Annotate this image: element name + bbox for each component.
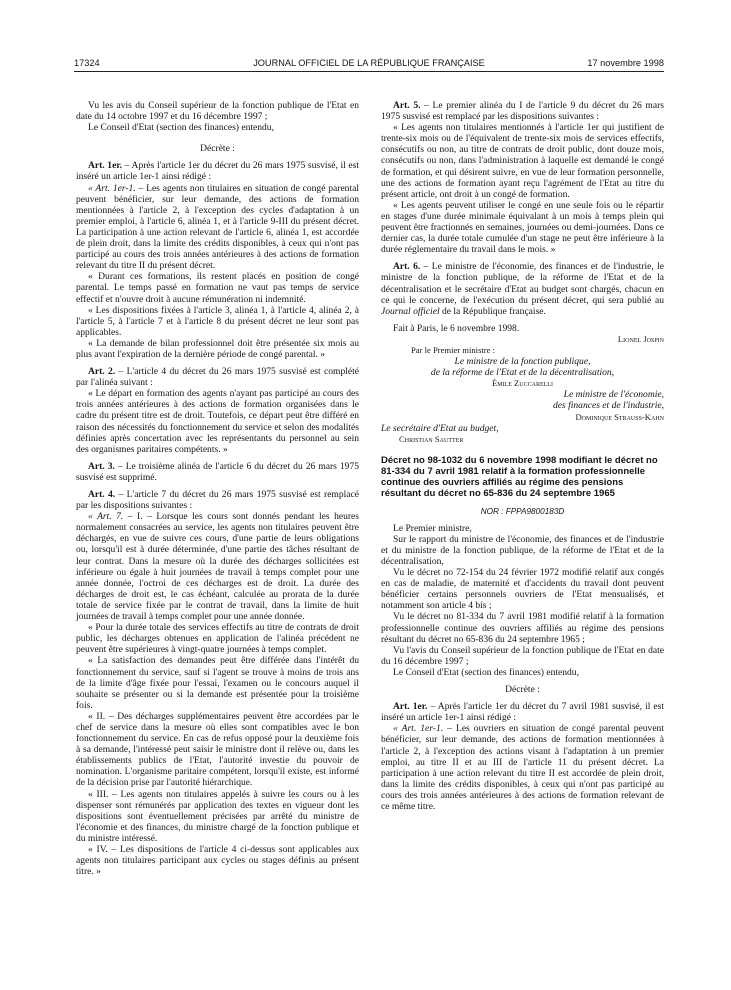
article-label: Art. 4. xyxy=(88,489,116,500)
quote-paragraph: « Le départ en formation des agents n'ayant pas participé au cours des trois années antérieures à des actions de formation organisées dans le cadre du présent titre est de droit. Toutefois, ce départ peut être différé en raison des nécessités du fonctionnement du service et selon des modalités définies après concertation avec les représentants du personnel au sein des organismes paritaires compétents. » xyxy=(76,388,359,455)
visa-paragraph: Le Conseil d'Etat (section des finances) entendu, xyxy=(393,666,579,678)
header-rule xyxy=(74,71,664,72)
right-column xyxy=(381,100,664,812)
fait-a-paris: Fait à Paris, le 6 novembre 1998. xyxy=(393,322,520,334)
premier-ministre: Le Premier ministre, xyxy=(393,522,472,534)
article-label: Art. 3. xyxy=(88,460,115,472)
article-1: Art. 1er. – Après l'article 1er du décret du 7 avril 1981 susvisé, il est inséré un article 1er-1 ainsi rédigé : xyxy=(381,701,665,724)
signature-budget: Christian Sautter xyxy=(399,433,464,444)
quote-paragraph: « Les agents non titulaires mentionnés à l'article 1er qui justifient de trente-six mois ou de l'équivalent de trente-six mois de services effectifs, consécutifs ou non, au titre de contrats de droit public, dont douze mois, consécutifs ou non, dans l'administration à laquelle est demandé le congé de formation, et qui désirent suivre, en vue de leur formation personnelle, une des actions de formation ayant reçu l'agrément de l'Etat au titre du présent article, ont droit à un congé de formation. xyxy=(381,122,664,200)
running-header xyxy=(74,58,664,72)
article-5: Art. 5. – Le premier alinéa du I de l'article 9 du décret du 26 mars 1975 susvisé est remplacé par les dispositions suivantes : xyxy=(381,100,664,123)
article-label: « Art. 1er-1. xyxy=(88,182,136,194)
article-label: « Art. 7. xyxy=(88,511,124,523)
article-label: Art. 6. xyxy=(393,261,421,273)
quote-paragraph: « Les dispositions fixées à l'article 3, alinéa 1, à l'article 4, alinéa 2, à l'article 5, à l'article 7 et à l'article 8 du présent décret ne leur sont pas applicables. xyxy=(76,304,359,338)
visa-paragraph: Vu le décret no 81-334 du 7 avril 1981 modifié relatif à la formation professionnelle continue des ouvriers affiliés au régime des pensions résultant du décret no 65-836 du 24 septembre 1965 ; xyxy=(381,611,664,645)
article-2: Art. 2. – L'article 4 du décret du 26 mars 1975 susvisé est complété par l'alinéa suivant : xyxy=(76,366,360,389)
article-3: Art. 3. – Le troisième alinéa de l'article 6 du décret du 26 mars 1975 susvisé est supprimé. xyxy=(76,460,359,483)
quote-paragraph: « Durant ces formations, ils restent placés en position de congé parental. Le temps passé en formation ne vaut pas temps de service effectif et n'ouvre droit à aucune rémunération ni indemnité. xyxy=(76,271,359,305)
signature-fonction-publique: Émile Zuccarelli xyxy=(492,378,553,389)
signature-economie: Dominique Strauss-Kahn xyxy=(575,411,664,422)
visa-paragraph: Vu l'avis du Conseil supérieur de la fonction publique de l'Etat en date du 16 décembre 1997 ; xyxy=(381,644,664,667)
journal-title: JOURNAL OFFICIEL DE LA RÉPUBLIQUE FRANÇAISE xyxy=(253,58,485,68)
left-column xyxy=(76,100,359,877)
nor-reference: NOR : FPPA9800183D xyxy=(480,506,565,516)
article-6: Art. 6. – Le ministre de l'économie, des finances et de l'industrie, le ministre de la fonction publique, de la réforme de l'Etat et de la décentralisation et le secrétaire d'Etat au budget sont chargés, chacun en ce qui le concerne, de l'exécution du présent décret, qui sera publié au Journal officiel de la République française. xyxy=(381,261,664,317)
journal-officiel-ref: Journal officiel xyxy=(381,305,440,317)
article-label: Art. 5. xyxy=(393,100,421,111)
article-label: Art. 1er. xyxy=(88,160,123,172)
visa-paragraph: Sur le rapport du ministre de l'économie, des finances et de l'industrie et du ministre de la fonction publique, de la réforme de l'Etat et de la décentralisation, xyxy=(381,533,664,567)
article-7-quote: « Art. 7. – I. – Lorsque les cours sont donnés pendant les heures normalement consacrées au service, les agents non titulaires peuvent être déchargés, en vue de suivre ces cours, d'une partie de leurs obligations ou, lorsqu'il est à durée déterminée, d'une partie des tâches résultant de leur contrat. Dans la mesure où la durée des décharges sollicitées est inférieure ou égale à huit journées de travail à temps complet pour une année donnée, l'octroi de ces décharges est de droit. La durée des décharges de droit est, le cas échéant, calculée au prorata de la durée totale de service fixée par le contrat de travail, dans la limite de huit journées de travail à temps complet pour une année donnée. xyxy=(76,511,359,623)
article-label: Art. 2. xyxy=(88,366,116,378)
decrete-heading: Décrète : xyxy=(200,143,235,155)
minister-title: Le ministre de la fonction publique, xyxy=(454,356,591,368)
quote-paragraph: « La satisfaction des demandes peut être différée dans l'intérêt du fonctionnement du service, sauf si l'agent se trouve à moins de trois ans de la limite d'âge fixée pour l'essai, l'examen ou le concours auquel il souhaite se présenter ou si la demande est présentée pour la troisième fois. xyxy=(76,655,359,711)
visa-paragraph: Vu le décret no 72-154 du 24 février 1972 modifié relatif aux congés en cas de maladie, de maternité et d'accidents du travail dont peuvent bénéficier certains personnels ouvriers de l'Etat mensualisés, et notamment son article 4 bis ; xyxy=(381,567,664,612)
quote-paragraph: « III. – Les agents non titulaires appelés à suivre les cours ou à les dispenser sont rémunérés par application des textes en vigueur dont les dispositions sont éventuellement précisées par arrêté du ministre de l'économie et des finances, du ministre chargé de la fonction publique et du ministre intéressé. xyxy=(76,788,359,844)
article-4: Art. 4. – L'article 7 du décret du 26 mars 1975 susvisé est remplacé par les dispositions suivantes : xyxy=(76,489,359,512)
minister-title: Le ministre de l'économie, xyxy=(563,389,664,401)
quote-paragraph: « Pour la durée totale des services effectifs au titre de contrats de droit public, les décharges obtenues en application de l'alinéa précédent ne peuvent être supérieures à vingt-quatre journées à temps complet. xyxy=(76,622,359,656)
issue-date: 17 novembre 1998 xyxy=(587,58,664,68)
decree-title: Décret no 98-1032 du 6 novembre 1998 modifiant le décret no 81-334 du 7 avril 1981 relatif à la formation professionnelle continue des ouvriers affiliés au régime des pensions résultant du décret no 65-836 du 24 septembre 1965 xyxy=(381,454,658,500)
minister-title: des finances et de l'industrie, xyxy=(552,400,664,412)
signature-premier-ministre: Lionel Jospin xyxy=(617,333,664,344)
minister-title: de la réforme de l'Etat et de la décentralisation, xyxy=(430,367,615,379)
quote-paragraph: « La demande de bilan professionnel doit être présentée six mois au plus avant l'expiration de la dernière période de congé parental. » xyxy=(76,337,359,360)
article-1-1-quote: « Art. 1er-1. – Les agents non titulaires en situation de congé parental peuvent bénéficier, sur leur demande, des actions de formation mentionnées à l'article 2, à l'exception des cycles d'adaptation à un premier emploi, à l'article 6, alinéa 1, et à l'article 9-III du présent décret. La participation à une action relevant de l'article 6, alinéa 1, est accordée de plein droit, dans la limite des crédits disponibles, à ceux qui n'ont pas participé au cours des trois années antérieures à des actions de formation relevant du titre II du présent décret. xyxy=(76,182,359,272)
page-number: 17324 xyxy=(74,58,100,68)
visa-paragraph: Le Conseil d'Etat (section des finances) entendu, xyxy=(88,122,274,134)
minister-title: Le secrétaire d'Etat au budget, xyxy=(381,422,499,434)
decrete-heading: Décrète : xyxy=(505,684,540,696)
quote-paragraph: « Les agents peuvent utiliser le congé en une seule fois ou le répartir en stages d'une durée minimale équivalant à un mois à temps plein qui peuvent être fractionnés en semaines, journées ou demi-journées. Dans ce dernier cas, la durée totale cumulée d'un stage ne peut être inférieure à la durée réglementaire du travail dans le mois. » xyxy=(381,199,664,256)
quote-paragraph: « IV. – Les dispositions de l'article 4 ci-dessus sont applicables aux agents non titulaires participant aux cycles ou stages définis au présent titre. » xyxy=(76,844,359,878)
article-1: Art. 1er. – Après l'article 1er du décret du 26 mars 1975 susvisé, il est inséré un article 1er-1 ainsi rédigé : xyxy=(76,160,359,183)
par-le-premier-ministre: Par le Premier ministre : xyxy=(411,344,496,355)
visa-paragraph: Vu les avis du Conseil supérieur de la fonction publique de l'Etat en date du 14 octobre 1997 et du 16 décembre 1997 ; xyxy=(76,100,359,123)
article-1-1-quote: « Art. 1er-1. – Les ouvriers en situation de congé parental peuvent bénéficier, sur leur demande, des actions de formation mentionnées à l'article 2, à l'exception des actions visant à l'adaptation à un premier emploi, au titre II et au III de l'article 11 du présent décret. La participation à une action relevant du titre II est accordée de plein droit, dans la limite des crédits disponibles, à ceux qui n'ont pas participé au cours des trois années antérieures à des actions de formation relevant de ce même titre. xyxy=(381,723,664,812)
article-label: « Art. 1er-1. xyxy=(393,723,444,735)
quote-paragraph: « II. – Des décharges supplémentaires peuvent être accordées par le chef de service dans la mesure où elles sont compatibles avec le bon fonctionnement du service. En cas de refus opposé pour la deuxième fois à sa demande, l'intéressé peut saisir le ministre dont il relève ou, dans les établissements publics de l'Etat, l'autorité investie du pouvoir de nomination. L'organisme paritaire compétent, lorsqu'il existe, est informé de la décision prise par l'autorité hiérarchique. xyxy=(76,710,359,789)
article-label: Art. 1er. xyxy=(393,701,428,713)
